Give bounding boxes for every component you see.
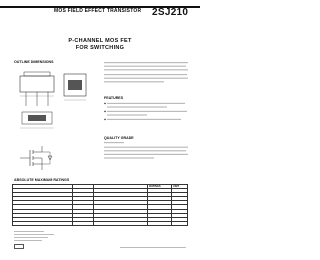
table-row [13,221,188,225]
equivalent-circuit [14,142,60,174]
table-cell [148,221,172,225]
quality-paragraph [104,142,188,162]
title-line-2: FOR SWITCHING [75,45,125,51]
features-list [104,102,188,135]
description-paragraph [104,62,188,84]
header-label: MOS FIELD EFFECT TRANSISTOR [54,8,142,14]
ratings-header-cell: RATINGS [148,185,172,189]
features-heading: FEATURES [104,96,124,100]
title-line-1: P-CHANNEL MOS FET [68,38,132,44]
outline-drawing-svg [14,66,96,140]
table-cell [13,221,73,225]
quality-heading: QUALITY GRADE [104,136,134,140]
ratings-table [12,184,188,226]
outline-heading: OUTLINE DIMENSIONS [14,60,54,64]
manufacturer-logo [14,244,24,249]
table-cell [72,221,94,225]
table-cell [172,221,188,225]
ratings-heading: ABSOLUTE MAXIMUM RATINGS [14,178,70,182]
outline-drawing [14,66,96,140]
part-number: 2SJ210 [152,7,189,18]
footer-copyright [120,246,186,251]
circuit-svg [14,142,60,174]
table-cell [94,221,148,225]
ratings-header-cell: UNIT [172,185,188,189]
